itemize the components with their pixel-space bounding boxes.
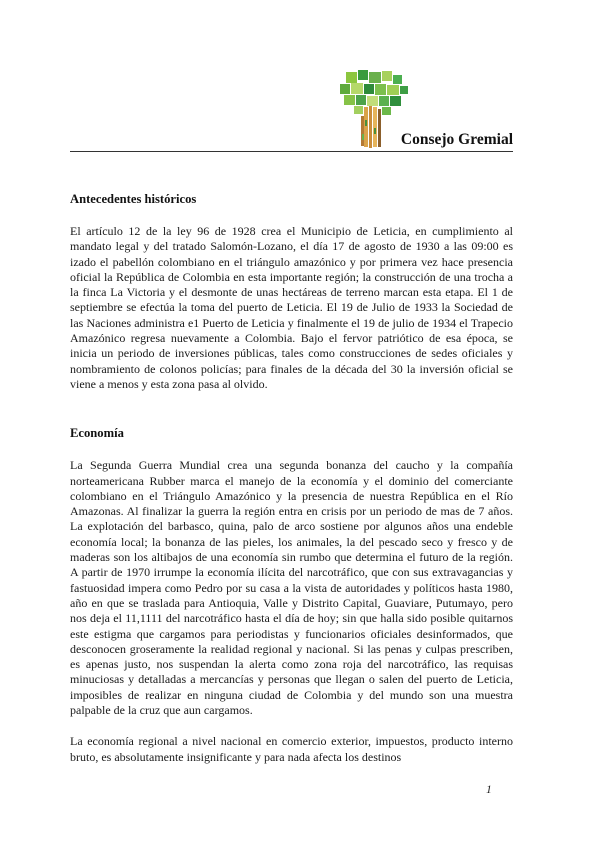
- paragraph: El artículo 12 de la ley 96 de 1928 crea el Municipio de Leticia, en cumplimiento al mandato legal y del tratado Salomón-Lozano, el día 17 de agosto de 1930 a las 09:00 es izado el pabellón colombiano en el triángulo amazónico y por primera vez hace presencia oficial la República de Colombia en esta importante región; la construcción de una trocha a la finca La Victoria y el desmonte de unas hectáreas de terreno marcan esta etapa. El 1 de septiembre se efectúa la toma del puerto de Leticia. El 19 de Julio de 1933 la Sociedad de las Naciones administra e1 Puerto de Leticia y finalmente el 19 de julio de 1934 el Trapecio Amazónico regresa nuevamente a Colombia. Bajo el fervor patriótico de esa época, se inicia un periodo de inversiones públicas, tales como construcciones de sedes oficiales y nombramiento de colonos policías; para finales de la década del 30 la inversión oficial se viene a menos y esta zona pasa al olvido.: [70, 224, 513, 391]
- section-heading: Antecedentes históricos: [70, 192, 197, 206]
- page-header: [70, 68, 513, 152]
- paragraph: La economía regional a nivel nacional en comercio exterior, impuestos, producto interno bruto, es absolutamente insignificante y para nada afecta los destinos: [70, 734, 513, 764]
- paragraph: La Segunda Guerra Mundial crea una segunda bonanza del caucho y la compañía norteamericana Rubber marca el manejo de la economía y el dominio del comerciante colombiano en el Triángulo Amazónico y la presencia de nuestra República en el Río Amazonas. Al finalizar la guerra la región entra en crisis por un periodo de mas de 7 años. La explotación del barbasco, quina, palo de arco sostiene por algunos años una endeble economía local; la bonanza de las pieles, los animales, la del pescado seco y fresco y de maderas son los altibajos de una economía sin rumbo que determina el futuro de la región. A partir de 1970 irrumpe la economía ilícita del narcotráfico, que con sus extravagancias y fastuosidad impera como Pedro por su casa a la vista de autoridades y políticos hasta 1980, año en que se traslada para Antioquia, Valle y Distrito Capital, Guaviare, Putumayo, pero nos deja el 11,1111 del narcotráfico hasta el día de hoy; sin que halla sido posible quitarnos este estigma que cargamos para periodistas y funcionarios oficiales desinformados, que desconocen groseramente la realidad regional y nacional. Si las penas y culpas prescriben, es apenas justo, nos suspendan la alerta como zona roja del narcotráfico, las requisas minuciosas y detalladas a mercancías y personas que llegan o salen del puerto de Leticia, imposibles de realizar en ninguna ciudad de Colombia y del mundo son una muestra palpable de la cruz que aun cargamos.: [70, 458, 513, 718]
- section-historical-background: [70, 192, 513, 392]
- section-heading: Economía: [70, 426, 124, 441]
- header-divider: [70, 151, 513, 152]
- document-body: [70, 192, 513, 781]
- organization-name: Consejo Gremial: [400, 131, 513, 148]
- section-economy: [70, 426, 513, 765]
- page-number: 1: [486, 784, 492, 796]
